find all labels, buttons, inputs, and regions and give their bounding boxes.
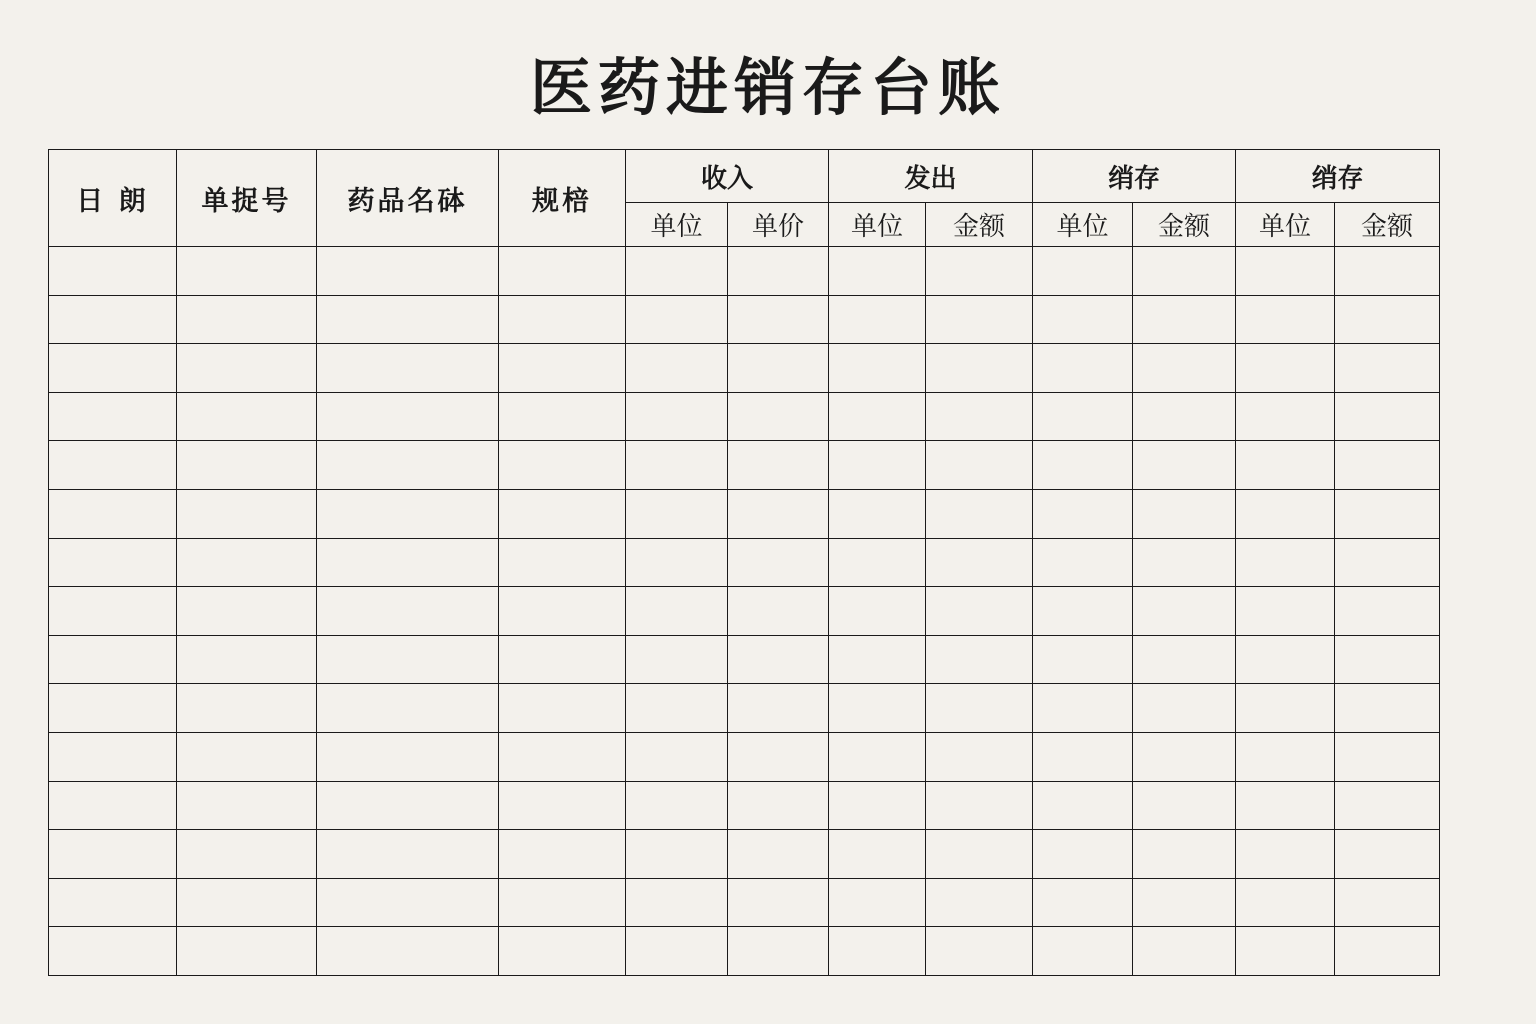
table-cell <box>926 878 1033 927</box>
table-cell <box>829 587 926 636</box>
table-cell <box>728 295 829 344</box>
subheader-cell: 单位 <box>626 203 728 247</box>
table-cell <box>499 247 626 296</box>
table-cell <box>317 344 499 393</box>
table-row <box>49 684 1440 733</box>
table-row <box>49 441 1440 490</box>
table-cell <box>626 781 728 830</box>
table-cell <box>1236 684 1335 733</box>
table-cell <box>926 781 1033 830</box>
table-cell <box>499 587 626 636</box>
table-cell <box>1335 344 1440 393</box>
table-cell <box>317 538 499 587</box>
table-cell <box>1335 295 1440 344</box>
table-cell <box>177 830 317 879</box>
table-row <box>49 781 1440 830</box>
table-cell <box>177 878 317 927</box>
subheader-cell: 单价 <box>728 203 829 247</box>
table-cell <box>626 295 728 344</box>
table-cell <box>1133 781 1236 830</box>
table-cell <box>317 441 499 490</box>
table-cell <box>728 392 829 441</box>
table-cell <box>1335 441 1440 490</box>
table-cell <box>1133 247 1236 296</box>
table-cell <box>1033 344 1133 393</box>
table-cell <box>317 247 499 296</box>
table-cell <box>626 587 728 636</box>
table-cell <box>728 684 829 733</box>
table-cell <box>49 781 177 830</box>
table-cell <box>926 684 1033 733</box>
table-cell <box>829 295 926 344</box>
table-cell <box>1033 635 1133 684</box>
table-cell <box>1033 878 1133 927</box>
table-cell <box>1033 781 1133 830</box>
table-cell <box>926 732 1033 781</box>
table-cell <box>317 392 499 441</box>
header-drug-name: 药品名砵 <box>317 150 499 247</box>
header-group-balance-2: 绡存 <box>1236 150 1440 203</box>
table-cell <box>1335 781 1440 830</box>
table-cell <box>829 830 926 879</box>
table-cell <box>1133 441 1236 490</box>
table-cell <box>1133 878 1236 927</box>
table-cell <box>177 538 317 587</box>
table-row <box>49 732 1440 781</box>
table-cell <box>728 441 829 490</box>
table-cell <box>1033 587 1133 636</box>
table-cell <box>829 344 926 393</box>
table-row <box>49 247 1440 296</box>
table-cell <box>1236 247 1335 296</box>
table-row <box>49 635 1440 684</box>
table-row <box>49 927 1440 976</box>
ledger-title: 医药进销存台账 <box>529 51 1006 124</box>
table-cell <box>626 247 728 296</box>
table-cell <box>926 587 1033 636</box>
subheader-cell: 金额 <box>1335 203 1440 247</box>
table-cell <box>1335 830 1440 879</box>
table-cell <box>1033 441 1133 490</box>
table-cell <box>1335 684 1440 733</box>
table-cell <box>317 927 499 976</box>
table-row <box>49 392 1440 441</box>
table-cell <box>626 441 728 490</box>
table-cell <box>926 344 1033 393</box>
table-cell <box>926 927 1033 976</box>
table-cell <box>1033 684 1133 733</box>
table-cell <box>1033 927 1133 976</box>
table-cell <box>1033 392 1133 441</box>
header-group-balance: 绡存 <box>1033 150 1236 203</box>
table-cell <box>626 732 728 781</box>
table-cell <box>49 830 177 879</box>
table-cell <box>49 684 177 733</box>
table-cell <box>728 489 829 538</box>
table-cell <box>499 344 626 393</box>
table-cell <box>1335 538 1440 587</box>
table-cell <box>728 830 829 879</box>
table-cell <box>499 441 626 490</box>
table-cell <box>926 295 1033 344</box>
table-cell <box>829 684 926 733</box>
header-group-income: 收入 <box>626 150 829 203</box>
table-cell <box>317 587 499 636</box>
table-cell <box>926 441 1033 490</box>
table-cell <box>1335 392 1440 441</box>
table-cell <box>926 489 1033 538</box>
table-cell <box>177 927 317 976</box>
table-cell <box>1236 635 1335 684</box>
subheader-cell: 单位 <box>829 203 926 247</box>
table-cell <box>317 878 499 927</box>
table-row <box>49 295 1440 344</box>
table-cell <box>317 635 499 684</box>
table-cell <box>728 538 829 587</box>
table-cell <box>1236 732 1335 781</box>
table-cell <box>829 781 926 830</box>
table-cell <box>49 489 177 538</box>
table-cell <box>728 781 829 830</box>
table-cell <box>626 635 728 684</box>
table-cell <box>829 538 926 587</box>
ledger-body <box>49 247 1440 976</box>
ledger-table <box>48 149 1440 976</box>
table-cell <box>1236 538 1335 587</box>
table-row <box>49 830 1440 879</box>
table-cell <box>499 392 626 441</box>
table-cell <box>317 489 499 538</box>
table-cell <box>1133 489 1236 538</box>
table-cell <box>1033 295 1133 344</box>
table-cell <box>728 635 829 684</box>
table-cell <box>1236 392 1335 441</box>
table-cell <box>177 441 317 490</box>
table-cell <box>1236 489 1335 538</box>
table-cell <box>1033 247 1133 296</box>
table-cell <box>1133 295 1236 344</box>
table-cell <box>1033 538 1133 587</box>
table-cell <box>1133 587 1236 636</box>
table-cell <box>829 489 926 538</box>
table-cell <box>728 732 829 781</box>
table-cell <box>1133 344 1236 393</box>
table-cell <box>1133 392 1236 441</box>
header-spec: 规棓 <box>499 150 626 247</box>
table-cell <box>317 830 499 879</box>
table-cell <box>829 732 926 781</box>
table-cell <box>626 489 728 538</box>
table-cell <box>1335 635 1440 684</box>
table-cell <box>829 441 926 490</box>
table-cell <box>626 878 728 927</box>
table-cell <box>499 878 626 927</box>
table-cell <box>1236 830 1335 879</box>
table-cell <box>1133 538 1236 587</box>
subheader-cell: 金额 <box>1133 203 1236 247</box>
table-cell <box>626 344 728 393</box>
header-group-issue: 发出 <box>829 150 1033 203</box>
subheader-cell: 单位 <box>1236 203 1335 247</box>
table-cell <box>1335 732 1440 781</box>
table-cell <box>1133 684 1236 733</box>
table-cell <box>1335 489 1440 538</box>
table-cell <box>829 878 926 927</box>
table-cell <box>177 247 317 296</box>
table-cell <box>626 538 728 587</box>
table-cell <box>626 830 728 879</box>
table-cell <box>177 489 317 538</box>
table-cell <box>728 878 829 927</box>
table-cell <box>317 684 499 733</box>
table-cell <box>926 247 1033 296</box>
table-cell <box>926 635 1033 684</box>
table-cell <box>177 684 317 733</box>
table-cell <box>49 927 177 976</box>
table-cell <box>49 344 177 393</box>
table-cell <box>1133 635 1236 684</box>
table-cell <box>317 732 499 781</box>
table-cell <box>49 732 177 781</box>
table-row <box>49 344 1440 393</box>
table-cell <box>49 538 177 587</box>
table-cell <box>499 538 626 587</box>
table-cell <box>728 344 829 393</box>
header-date: 日 朗 <box>49 150 177 247</box>
subheader-cell: 单位 <box>1033 203 1133 247</box>
table-cell <box>1335 878 1440 927</box>
table-cell <box>1133 732 1236 781</box>
table-cell <box>499 295 626 344</box>
table-cell <box>728 587 829 636</box>
table-cell <box>829 635 926 684</box>
table-cell <box>1133 830 1236 879</box>
table-cell <box>177 587 317 636</box>
table-cell <box>177 635 317 684</box>
table-cell <box>626 927 728 976</box>
table-cell <box>1236 587 1335 636</box>
table-cell <box>1033 732 1133 781</box>
table-cell <box>829 247 926 296</box>
table-cell <box>49 878 177 927</box>
table-cell <box>1236 781 1335 830</box>
table-cell <box>728 247 829 296</box>
table-row <box>49 489 1440 538</box>
table-cell <box>1236 927 1335 976</box>
table-cell <box>177 295 317 344</box>
table-cell <box>926 392 1033 441</box>
table-cell <box>829 392 926 441</box>
table-cell <box>49 247 177 296</box>
subheader-cell: 金额 <box>926 203 1033 247</box>
table-cell <box>626 392 728 441</box>
table-cell <box>1236 344 1335 393</box>
table-cell <box>1236 441 1335 490</box>
table-cell <box>1335 927 1440 976</box>
table-cell <box>317 781 499 830</box>
table-cell <box>1033 489 1133 538</box>
table-cell <box>926 538 1033 587</box>
header-doc-no: 单捉号 <box>177 150 317 247</box>
table-cell <box>499 489 626 538</box>
table-cell <box>1033 830 1133 879</box>
table-cell <box>728 927 829 976</box>
table-cell <box>499 927 626 976</box>
table-cell <box>49 295 177 344</box>
table-cell <box>177 392 317 441</box>
table-cell <box>499 830 626 879</box>
table-cell <box>1335 247 1440 296</box>
table-cell <box>1236 295 1335 344</box>
table-cell <box>1133 927 1236 976</box>
table-cell <box>499 781 626 830</box>
table-cell <box>499 732 626 781</box>
table-cell <box>317 295 499 344</box>
table-cell <box>829 927 926 976</box>
table-cell <box>49 441 177 490</box>
table-cell <box>626 684 728 733</box>
table-row <box>49 538 1440 587</box>
table-cell <box>177 732 317 781</box>
table-cell <box>1236 878 1335 927</box>
table-cell <box>926 830 1033 879</box>
table-cell <box>1335 587 1440 636</box>
table-cell <box>499 684 626 733</box>
table-cell <box>49 587 177 636</box>
table-cell <box>177 344 317 393</box>
table-cell <box>49 392 177 441</box>
table-row <box>49 878 1440 927</box>
table-cell <box>49 635 177 684</box>
table-row <box>49 587 1440 636</box>
table-cell <box>177 781 317 830</box>
table-cell <box>499 635 626 684</box>
